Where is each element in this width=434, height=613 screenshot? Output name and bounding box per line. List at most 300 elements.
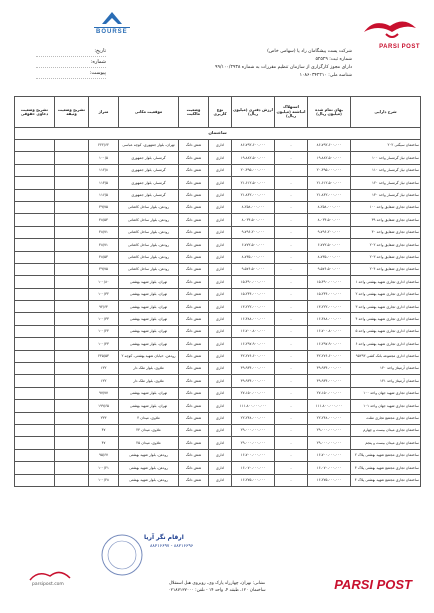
table-cell: تهران، بلوار شهید بهشتی <box>119 325 179 337</box>
table-cell: شش دانگ <box>179 239 209 251</box>
column-header: وضعیت مالکیت <box>179 97 209 128</box>
table-cell: ۸،۰۳۴،۵۰۰،۰۰۰ <box>232 214 275 226</box>
table-cell: شش دانگ <box>179 276 209 288</box>
table-cell <box>55 239 89 251</box>
table-cell <box>15 400 55 412</box>
table-cell: - <box>275 226 308 238</box>
table-cell: ساختمان تجاری مجتمع شهید بهشتی پلاک ۳ <box>351 462 421 474</box>
table-cell: ساختمان اداری تجاری شهید بهشتی واحد ۴ <box>351 313 421 325</box>
table-cell: ۱۹۹/۶۵ <box>89 400 119 412</box>
national-id: شناسه ملی: ۱۰۸۶۰۳۴۲۲۱۰ <box>299 73 352 78</box>
table-cell <box>55 288 89 300</box>
table-cell: اداری <box>209 239 232 251</box>
table-cell: رودهن، بلوار ساحل کاشانی <box>119 201 179 213</box>
table-cell: ۱۵،۳۹۰،۰۰۰،۰۰۰ <box>308 276 351 288</box>
table-cell <box>55 189 89 201</box>
table-cell: ۴۸/۵۳ <box>89 251 119 263</box>
table-row <box>15 400 421 412</box>
table-cell: - <box>275 201 308 213</box>
table-cell: ملاوی، میدان ۴ <box>119 412 179 424</box>
table-cell: ۱۵،۲۴۴،۰۰۰،۰۰۰ <box>308 288 351 300</box>
table-cell: رودهن، بلوار ساحل کاشانی <box>119 226 179 238</box>
table-row <box>15 325 421 337</box>
table-cell: ۲۴۵/۵۳ <box>89 350 119 362</box>
registration-number: شماره ثبت: ۵۲۵۲۹ <box>315 57 352 62</box>
table-cell: ۱۱۶/۵ <box>89 189 119 201</box>
table-cell: ۱۳۲ <box>89 363 119 375</box>
table-cell: ۱۹،۸۸۲،۵۰۰،۰۰۰ <box>308 152 351 164</box>
table-cell <box>15 338 55 350</box>
table-cell: ۹۵/۶۷ <box>89 449 119 461</box>
table-row <box>15 140 421 152</box>
table-cell: ۱۰۰/۲۱ <box>89 462 119 474</box>
table-cell: تهران، بلوار شهید بهشتی <box>119 288 179 300</box>
license-line: دارای مجوز کارگزاری از سازمان تنظیم مقررات به شماره ۹۹/۱۰۰/۲۹۳۸ <box>215 65 352 70</box>
table-row <box>15 301 421 313</box>
table-cell <box>15 177 55 189</box>
table-cell: ۱۰۰/۴۳ <box>89 338 119 350</box>
company-info <box>150 48 352 80</box>
column-header: شرح دارایی <box>351 97 421 128</box>
table-cell: اداری <box>209 387 232 399</box>
table-cell: ۸،۰۳۴،۵۰۰،۰۰۰ <box>308 214 351 226</box>
table-cell: ۱۰۰/۸۰ <box>89 276 119 288</box>
table-cell: ۲۳۳ <box>89 412 119 424</box>
table-cell: اداری <box>209 437 232 449</box>
table-cell: اداری <box>209 214 232 226</box>
table-row <box>15 437 421 449</box>
table-cell: - <box>275 474 308 486</box>
table-cell: رودهن، بلوار شهید بهشتی <box>119 462 179 474</box>
table-cell: ۱۵،۳۹۰،۰۰۰،۰۰۰ <box>232 276 275 288</box>
table-row <box>15 201 421 213</box>
table-cell: تهران، بلوار شهید بهشتی <box>119 313 179 325</box>
table-cell: ۹۲/۶۴ <box>89 301 119 313</box>
table-cell: اداری <box>209 263 232 275</box>
table-cell: تهران، بلوار شهید بهشتی <box>119 276 179 288</box>
table-cell: ۱۶،۲۷۵،۰۰۰،۰۰۰ <box>308 474 351 486</box>
table-cell: - <box>275 251 308 263</box>
table-cell: ۳۲،۲۷۶،۶۰۰،۰۰۰ <box>232 350 275 362</box>
table-cell: شش دانگ <box>179 288 209 300</box>
table-cell: اداری <box>209 412 232 424</box>
table-cell: ۳۹،۹۳۴،۰۰۰،۰۰۰ <box>232 363 275 375</box>
footer-left-logo <box>28 566 98 598</box>
table-cell <box>15 251 55 263</box>
table-cell: ۱۳،۲۲۲،۰۰۰،۰۰۰ <box>232 301 275 313</box>
table-cell <box>55 263 89 275</box>
table-cell: ۴۸/۷۱ <box>89 239 119 251</box>
table-cell: ۱۹،۸۸۲،۵۰۰،۰۰۰ <box>232 152 275 164</box>
table-cell: شش دانگ <box>179 214 209 226</box>
table-cell: ۹،۵۷۶،۵۰۰،۰۰۰ <box>232 263 275 275</box>
table-cell: ملاوی، بلوار ملک دار <box>119 363 179 375</box>
table-cell <box>15 301 55 313</box>
table-cell: شش دانگ <box>179 263 209 275</box>
table-cell: ۲۷،۱۵۰،۰۰۰،۰۰۰ <box>232 387 275 399</box>
number-field: شماره: <box>36 57 106 68</box>
table-row <box>15 338 421 350</box>
table-cell: - <box>275 313 308 325</box>
table-cell: ۲۹،۰۰۰،۰۰۰،۰۰۰ <box>232 437 275 449</box>
table-cell: ۱۱۲/۸ <box>89 164 119 176</box>
column-header: تشریح وضعیت دعاوی حقوقی <box>15 97 55 128</box>
table-cell: - <box>275 263 308 275</box>
table-cell: شش دانگ <box>179 251 209 263</box>
table-row <box>15 152 421 164</box>
table-row <box>15 177 421 189</box>
table-cell: شش دانگ <box>179 313 209 325</box>
table-cell <box>15 412 55 424</box>
table-row <box>15 239 421 251</box>
table-cell: شش دانگ <box>179 462 209 474</box>
table-cell: ساختمان آرمیتاژ واحد ۱۴۰ <box>351 363 421 375</box>
table-cell: - <box>275 400 308 412</box>
company-name: شرکت پست پیشگامان راد پا (سهامی خاص) <box>267 49 352 54</box>
table-cell <box>15 140 55 152</box>
table-cell: - <box>275 325 308 337</box>
table-cell <box>55 325 89 337</box>
parsi-post-logo-text: PARSI POST <box>379 44 420 50</box>
table-cell: ۱۶،۷۰۰،۰۰۰،۰۰۰ <box>308 449 351 461</box>
table-cell: اداری <box>209 189 232 201</box>
table-cell: شش دانگ <box>179 474 209 486</box>
table-cell: ۱۰۰/۲۸ <box>89 474 119 486</box>
table-cell: اداری <box>209 462 232 474</box>
table-cell: رودهن، بلوار شهید بهشتی <box>119 449 179 461</box>
table-cell: شش دانگ <box>179 177 209 189</box>
table-cell <box>55 363 89 375</box>
table-cell: ساختمان نیاز گرمسار واحد ۱۰۰ <box>351 152 421 164</box>
table-cell: شش دانگ <box>179 449 209 461</box>
table-cell: - <box>275 239 308 251</box>
table-row <box>15 462 421 474</box>
table-cell: رودهن، بلوار ساحل کاشانی <box>119 263 179 275</box>
table-cell: شش دانگ <box>179 437 209 449</box>
table-cell: ساختمان اداری تجاری شهید بهشتی واحد ۳ <box>351 301 421 313</box>
table-cell: - <box>275 363 308 375</box>
table-cell <box>15 462 55 474</box>
table-cell: ۶،۷۷۲،۵۰۰،۰۰۰ <box>232 239 275 251</box>
table-cell: ساختمان تجاری مجتمع شهید بهشتی پلاک ۴ <box>351 474 421 486</box>
table-cell: رودهن، بلوار ساحل کاشانی <box>119 251 179 263</box>
table-cell: ملاوی، بلوار ملک دار <box>119 375 179 387</box>
table-row <box>15 276 421 288</box>
table-cell: اداری <box>209 350 232 362</box>
table-cell: ۳۹،۹۳۴،۰۰۰،۰۰۰ <box>308 375 351 387</box>
table-header-row <box>15 97 421 128</box>
table-cell <box>55 474 89 486</box>
section-row <box>15 128 421 140</box>
table-cell: ساختمان تجاری شقایق واحد ۲۰۴ <box>351 263 421 275</box>
table-cell: رودهن، بلوار شهید بهشتی <box>119 474 179 486</box>
table-cell <box>15 239 55 251</box>
column-header: ارزش دفتری (میلیون ریال) <box>232 97 275 128</box>
table-cell: - <box>275 164 308 176</box>
table-cell <box>55 350 89 362</box>
table-cell: ۸،۷۳۵،۰۰۰،۰۰۰ <box>232 251 275 263</box>
table-cell: اداری <box>209 251 232 263</box>
website-text: parsipost.com <box>32 582 64 587</box>
table-row <box>15 424 421 436</box>
table-cell: ۱۶،۲۹۷،۹۰۰،۰۰۰ <box>232 338 275 350</box>
table-cell: ساختمان تجاری شهید جهان واحد ۱۰۰ <box>351 387 421 399</box>
table-cell: ۱۶،۳۸۸،۰۰۰،۰۰۰ <box>308 313 351 325</box>
table-cell: تهران، بلوار شهید بهشتی <box>119 400 179 412</box>
table-cell <box>15 424 55 436</box>
table-cell <box>15 152 55 164</box>
table-cell <box>55 387 89 399</box>
table-row <box>15 189 421 201</box>
table-cell: گرمسار، بلوار جمهوری <box>119 164 179 176</box>
table-cell: گرمسار، بلوار جمهوری <box>119 177 179 189</box>
signature-phone: ۸۸۲۱۶۶۹۷ - ۸۸۲۱۶۶۹۶ <box>150 544 194 549</box>
table-cell <box>55 375 89 387</box>
table-cell <box>15 363 55 375</box>
table-cell: ۱۶،۷۰۰،۰۰۰،۰۰۰ <box>232 449 275 461</box>
column-header: بهای تمام شده (میلیون ریال) <box>308 97 351 128</box>
table-cell: شش دانگ <box>179 387 209 399</box>
table-cell <box>15 375 55 387</box>
table-cell: ساختمان نیاز گرمسار واحد ۱۳۰ <box>351 189 421 201</box>
table-cell: تهران، بلوار شهید بهشتی <box>119 338 179 350</box>
table-cell <box>15 325 55 337</box>
table-cell: اداری <box>209 301 232 313</box>
table-cell: ۲۱،۶۱۲،۵۰۰،۰۰۰ <box>308 177 351 189</box>
table-cell: اداری <box>209 449 232 461</box>
table-cell <box>55 164 89 176</box>
table-cell: رودهن، بلوار ساحل کاشانی <box>119 214 179 226</box>
company-stamp <box>96 531 148 579</box>
table-cell: ساختمان تجاری شقایق واحد ۲۰۲ <box>351 239 421 251</box>
table-cell: شش دانگ <box>179 152 209 164</box>
table-cell: ۱۰۰/۲۴ <box>89 325 119 337</box>
table-cell: ۲۰،۳۹۵،۰۰۰،۰۰۰ <box>232 164 275 176</box>
table-cell: ساختمان اداری تجاری شهید بهشتی واحد ۱ <box>351 276 421 288</box>
table-cell: - <box>275 140 308 152</box>
table-cell: - <box>275 387 308 399</box>
table-cell <box>15 214 55 226</box>
table-cell: شش دانگ <box>179 325 209 337</box>
table-cell: ۱۶،۳۸۸،۰۰۰،۰۰۰ <box>232 313 275 325</box>
table-cell: ۲۹،۰۰۰،۰۰۰،۰۰۰ <box>232 424 275 436</box>
table-cell <box>55 449 89 461</box>
table-cell: ۱۶،۷۰۰،۸۰۰،۰۰۰ <box>232 325 275 337</box>
table-cell: ۸۶،۷۹۲،۶۰۰،۰۰۰ <box>232 140 275 152</box>
footer-parsi-post-logo: PARSI POST <box>334 577 412 592</box>
table-cell: - <box>275 350 308 362</box>
table-cell <box>15 288 55 300</box>
column-header: استهلاک انباشته (میلیون ریال) <box>275 97 308 128</box>
table-cell: رودهن، بلوار ساحل کاشانی <box>119 239 179 251</box>
bourse-logo-text: BOURSE <box>96 29 128 35</box>
table-cell: رودهن، خیابان شهید بهشتی، کوچه ۲ <box>119 350 179 362</box>
table-cell: ساختمان تجاری شهید جهان واحد ۱۰۱ <box>351 400 421 412</box>
table-cell: شش دانگ <box>179 363 209 375</box>
table-cell: شش دانگ <box>179 412 209 424</box>
table-row <box>15 251 421 263</box>
table-cell: - <box>275 375 308 387</box>
table-cell: ساختمان اداری تجاری شهید بهشتی واحد ۲ <box>351 288 421 300</box>
table-cell <box>15 189 55 201</box>
column-header: موقعیت مکانی <box>119 97 179 128</box>
table-cell <box>15 164 55 176</box>
table-row <box>15 387 421 399</box>
table-row <box>15 474 421 486</box>
table-cell: - <box>275 288 308 300</box>
table-cell <box>55 313 89 325</box>
table-cell: ۲۱،۶۱۲،۵۰۰،۰۰۰ <box>232 177 275 189</box>
table-cell <box>15 313 55 325</box>
table-cell: ۴۸/۷۱ <box>89 226 119 238</box>
table-cell: ساختمان اداری تجاری شهید بهشتی واحد ۵ <box>351 325 421 337</box>
table-cell: اداری <box>209 363 232 375</box>
table-cell <box>55 338 89 350</box>
table-cell: ساختمان تجاری شقایق واحد ۱۰۰ <box>351 201 421 213</box>
footer-address <box>120 580 314 594</box>
table-cell: اداری <box>209 152 232 164</box>
table-cell <box>15 387 55 399</box>
table-cell: اداری <box>209 338 232 350</box>
table-cell <box>15 263 55 275</box>
table-row <box>15 214 421 226</box>
table-cell <box>55 152 89 164</box>
table-row <box>15 363 421 375</box>
table-cell: شش دانگ <box>179 164 209 176</box>
section-title: ساختمان <box>15 128 421 140</box>
table-cell <box>55 140 89 152</box>
table-cell <box>55 424 89 436</box>
table-row <box>15 449 421 461</box>
table-cell <box>15 449 55 461</box>
table-cell: اداری <box>209 474 232 486</box>
address-line-2: ساختمان ۱۲۰، طبقه ۴، واحد ۱۴ - تلفن: ۰۲۱۸۷۱۳۷۰۰۰ <box>168 588 266 593</box>
table-cell <box>55 412 89 424</box>
table-cell: اداری <box>209 177 232 189</box>
table-cell: ساختمان آرمیتاژ واحد ۱۴۱ <box>351 375 421 387</box>
table-cell: ۱۰۰/۳۳ <box>89 313 119 325</box>
table-cell: اداری <box>209 201 232 213</box>
table-cell: ۱۰۰/۵ <box>89 152 119 164</box>
table-cell: ۲۷،۱۵۰،۰۰۰،۰۰۰ <box>308 387 351 399</box>
table-cell: ۱۵،۲۴۴،۰۰۰،۰۰۰ <box>232 288 275 300</box>
table-cell: ۲۱،۸۴۲،۰۰۰،۰۰۰ <box>308 189 351 201</box>
table-cell <box>15 350 55 362</box>
bourse-logo <box>82 10 142 42</box>
table-cell: ۴۷ <box>89 437 119 449</box>
table-cell: اداری <box>209 313 232 325</box>
signature-name: ارقام نگر آریا <box>144 534 184 541</box>
table-cell: - <box>275 189 308 201</box>
table-cell: ۹،۷۹۶،۲۰۰،۰۰۰ <box>308 226 351 238</box>
table-cell: اداری <box>209 140 232 152</box>
table-cell: ساختمان تجاری شقایق واحد ۳۰ <box>351 226 421 238</box>
table-cell: گرمسار، بلوار جمهوری <box>119 189 179 201</box>
table-cell: ۱۱۱،۸۰۰،۰۰۰،۰۰۰ <box>308 400 351 412</box>
table-cell <box>15 474 55 486</box>
table-cell: اداری <box>209 375 232 387</box>
table-cell: اداری <box>209 164 232 176</box>
column-header: متراژ <box>89 97 119 128</box>
table-cell <box>55 276 89 288</box>
table-cell <box>55 462 89 474</box>
table-cell: ۳۹،۹۳۴،۰۰۰،۰۰۰ <box>308 363 351 375</box>
table-cell: ساختمان نیاز گرمسار واحد ۱۱۰ <box>351 164 421 176</box>
table-cell: شش دانگ <box>179 226 209 238</box>
table-cell: شش دانگ <box>179 375 209 387</box>
table-cell: ۲۰،۳۹۵،۰۰۰،۰۰۰ <box>308 164 351 176</box>
table-cell: - <box>275 276 308 288</box>
table-cell <box>15 226 55 238</box>
table-cell: ۳۲،۲۷۶،۶۰۰،۰۰۰ <box>308 350 351 362</box>
table-cell: ۹،۷۹۶،۲۰۰،۰۰۰ <box>232 226 275 238</box>
table-cell: ۴۷ <box>89 424 119 436</box>
table-cell: ۱۶،۰۷۰،۰۰۰،۰۰۰ <box>308 462 351 474</box>
assets-table <box>14 96 421 487</box>
address-line-1: نشانی: تهران، چهارراه پارک وی، روبروی هتل استقلال <box>168 581 266 586</box>
table-cell: ۳۹/۷۵ <box>89 263 119 275</box>
table-cell: شش دانگ <box>179 301 209 313</box>
table-row <box>15 375 421 387</box>
table-cell <box>55 301 89 313</box>
table-cell: - <box>275 437 308 449</box>
table-row <box>15 313 421 325</box>
table-cell: ۸۶،۷۹۲،۶۰۰،۰۰۰ <box>308 140 351 152</box>
table-cell: ۳۹/۷۵ <box>89 201 119 213</box>
table-body <box>15 128 421 487</box>
table-cell: ۱۶،۲۹۷،۹۰۰،۰۰۰ <box>308 338 351 350</box>
table-cell: شش دانگ <box>179 189 209 201</box>
header-fields <box>36 46 106 79</box>
table-row <box>15 263 421 275</box>
table-cell: تهران، بلوار شهید بهشتی <box>119 387 179 399</box>
table-cell: ملاوی، میدان ۲۴ <box>119 424 179 436</box>
table-cell: ۴۸/۵۳ <box>89 214 119 226</box>
table-cell <box>15 201 55 213</box>
table-cell: اداری <box>209 288 232 300</box>
table-cell: ۱۶،۰۷۰،۰۰۰،۰۰۰ <box>232 462 275 474</box>
table-cell: ۸،۲۵۸،۰۰۰،۰۰۰ <box>232 201 275 213</box>
date-field: تاریخ: <box>36 46 106 57</box>
table-cell: ۲۹،۰۰۰،۰۰۰،۰۰۰ <box>308 424 351 436</box>
table-cell <box>55 201 89 213</box>
table-cell: ساختمان تجاری شقایق واحد ۳۹ <box>351 214 421 226</box>
table-row <box>15 288 421 300</box>
attachment-field: پیوست: <box>36 68 106 79</box>
table-cell: ساختمان تجاری مجتمع تجاری مثلث <box>351 412 421 424</box>
table-cell: شش دانگ <box>179 400 209 412</box>
table-cell: ۸،۲۵۸،۰۰۰،۰۰۰ <box>308 201 351 213</box>
table-cell: ۶،۷۷۲،۵۰۰،۰۰۰ <box>308 239 351 251</box>
table-cell: ۱۱۳/۵ <box>89 177 119 189</box>
table-cell: ملاوی، میدان ۲۵ <box>119 437 179 449</box>
table-cell: ۹،۵۷۶،۵۰۰،۰۰۰ <box>308 263 351 275</box>
table-cell: ۲۹،۰۰۰،۰۰۰،۰۰۰ <box>308 437 351 449</box>
table-cell: ساختمان نیاز گرمسار واحد ۱۲۰ <box>351 177 421 189</box>
table-cell: - <box>275 462 308 474</box>
table-cell: ۱۳۲ <box>89 375 119 387</box>
table-cell <box>55 400 89 412</box>
table-row <box>15 412 421 424</box>
table-cell: - <box>275 338 308 350</box>
table-cell: اداری <box>209 226 232 238</box>
table-cell: - <box>275 152 308 164</box>
table-cell: - <box>275 177 308 189</box>
table-cell: ۱۱۱،۸۰۰،۰۰۰،۰۰۰ <box>232 400 275 412</box>
table-cell: ساختمان تجاری میدان بیست و چهارم <box>351 424 421 436</box>
table-cell: ۲۲۲/۶۲ <box>89 140 119 152</box>
table-cell: اداری <box>209 400 232 412</box>
